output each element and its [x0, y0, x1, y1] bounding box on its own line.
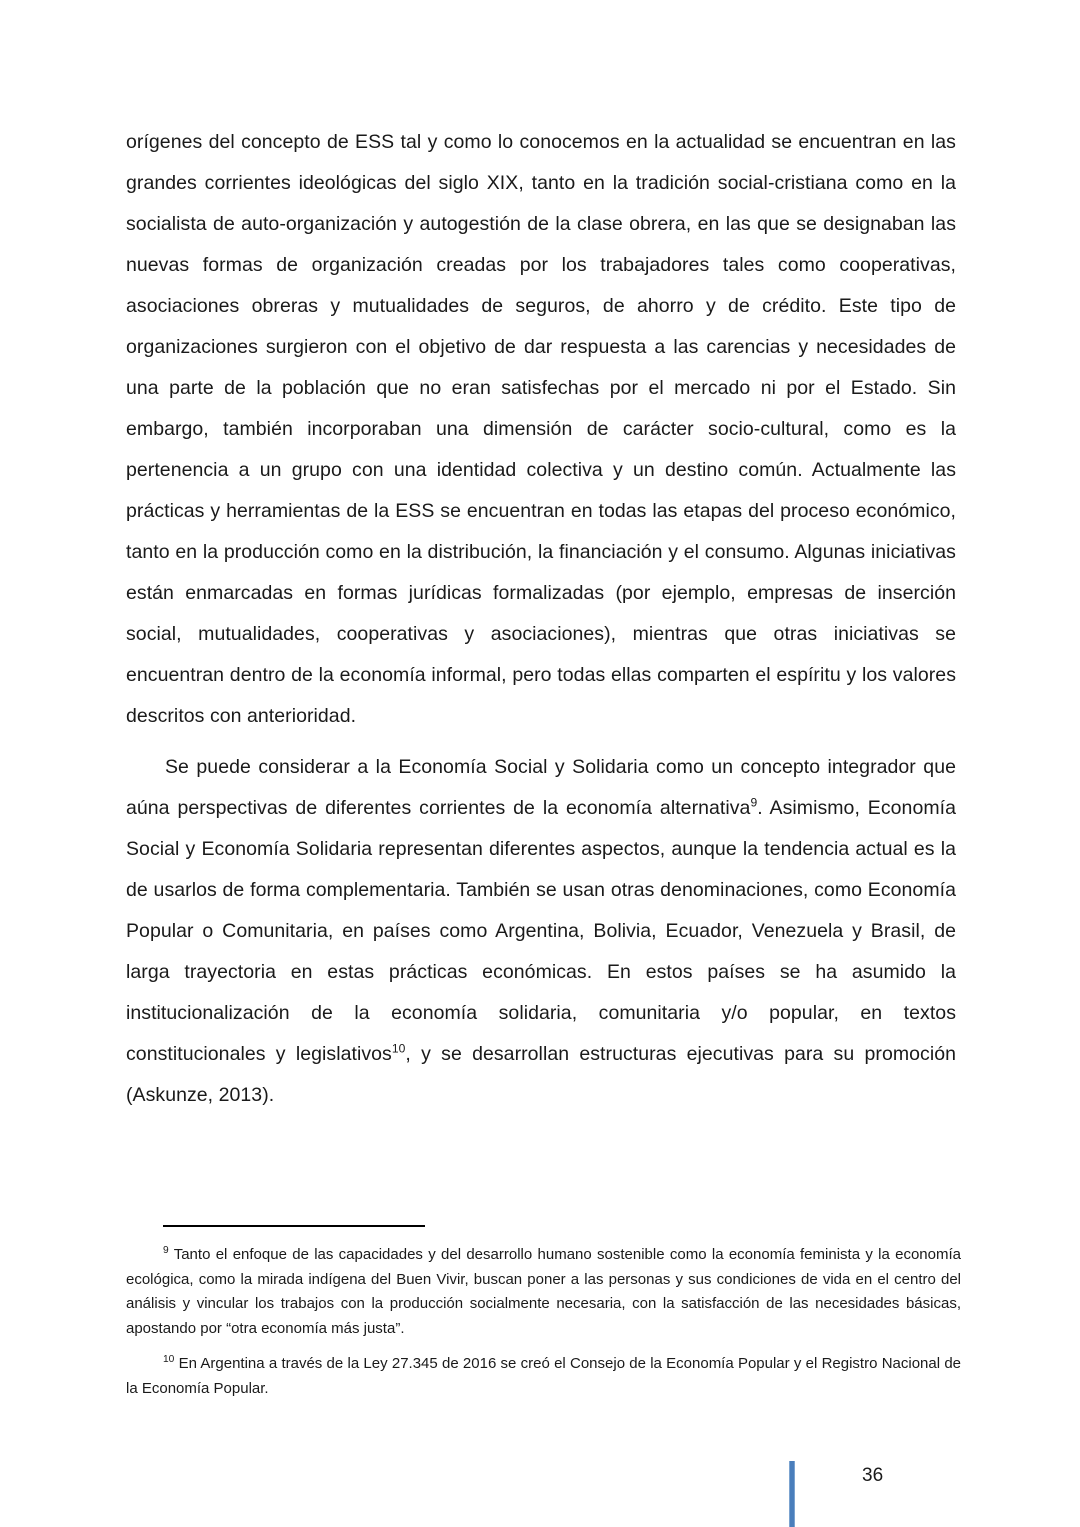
footnote-separator-rule: [163, 1225, 425, 1227]
page-body-content: [126, 122, 956, 1116]
page-number: 36: [862, 1465, 884, 1486]
body-paragraph-1: orígenes del concepto de ESS tal y como lo conocemos en la actualidad se encuentran en las grandes corrientes ideológicas del siglo XIX, tanto en la tradición social-cristiana como en la socialista de auto-organización y autogestión de la clase obrera, en las que se designaban las nuevas formas de organización creadas por los trabajadores tales como cooperativas, asociaciones obreras y mutualidades de seguros, de ahorro y de crédito. Este tipo de organizaciones surgieron con el objetivo de dar respuesta a las carencias y necesidades de una parte de la población que no eran satisfechas por el mercado ni por el Estado. Sin embargo, también incorporaban una dimensión de carácter socio-cultural, como es la pertenencia a un grupo con una identidad colectiva y un destino común. Actualmente las prácticas y herramientas de la ESS se encuentran en todas las etapas del proceso económico, tanto en la producción como en la distribución, la financiación y el consumo. Algunas iniciativas están enmarcadas en formas jurídicas formalizadas (por ejemplo, empresas de inserción social, mutualidades, cooperativas y asociaciones), mientras que otras iniciativas se encuentran dentro de la economía informal, pero todas ellas comparten el espíritu y los valores descritos con anterioridad.: [126, 131, 956, 727]
body-paragraph-2: [126, 747, 956, 1116]
paragraph-2-segment-text-2: . Asimismo, Economía Social y Economía Solidaria representan diferentes aspectos, aunque la tendencia actual es la de usarlos de forma complementaria. También se usan otras denominaciones, como Economía Popular o Comunitaria, en países como Argentina, Bolivia, Ecuador, Venezuela y Brasil, de larga trayectoria en estas prácticas económicas. En estos países se ha asumido la institucionalización de la economía solidaria, comunitaria y/o popular, en textos constitucionales y legislativos: [126, 797, 956, 1065]
footnote-marker-9: 9: [163, 1245, 169, 1256]
footnote-list: [126, 1243, 961, 1401]
footnote-ref-9[interactable]: 9: [750, 795, 758, 810]
footnote-marker-10: 10: [163, 1354, 175, 1365]
footnote-ref-10[interactable]: 10: [391, 1041, 406, 1056]
paragraph-spacer: [126, 737, 956, 747]
footnote-text-10: En Argentina a través de la Ley 27.345 de 2016 se creó el Consejo de la Economía Popular y el Registro Nacional de la Economía Popular.: [126, 1355, 961, 1397]
footnotes-section: [126, 1225, 961, 1401]
footnote-item-10: [126, 1352, 961, 1401]
footer-accent-rule: [789, 1461, 795, 1527]
footnote-item-9: [126, 1243, 961, 1341]
paragraph-2-segment-text-1: Se puede considerar a la Economía Social y Solidaria como un concepto integrador que aúna perspectivas de diferentes corrientes de la economía alternativa: [126, 756, 956, 819]
paragraph-2-segment-text-3: , y se desarrollan estructuras ejecutivas para su promoción (Askunze, 2013).: [126, 1043, 956, 1106]
footnote-text-9: Tanto el enfoque de las capacidades y del desarrollo humano sostenible como la economía feminista y la economía ecológica, como la mirada indígena del Buen Vivir, buscan poner a las personas y sus condiciones de vida en el centro del análisis y vincular los trabajos con la producción socialmente necesaria, con la satisfacción de las necesidades básicas, apostando por “otra economía más justa”.: [126, 1246, 961, 1337]
